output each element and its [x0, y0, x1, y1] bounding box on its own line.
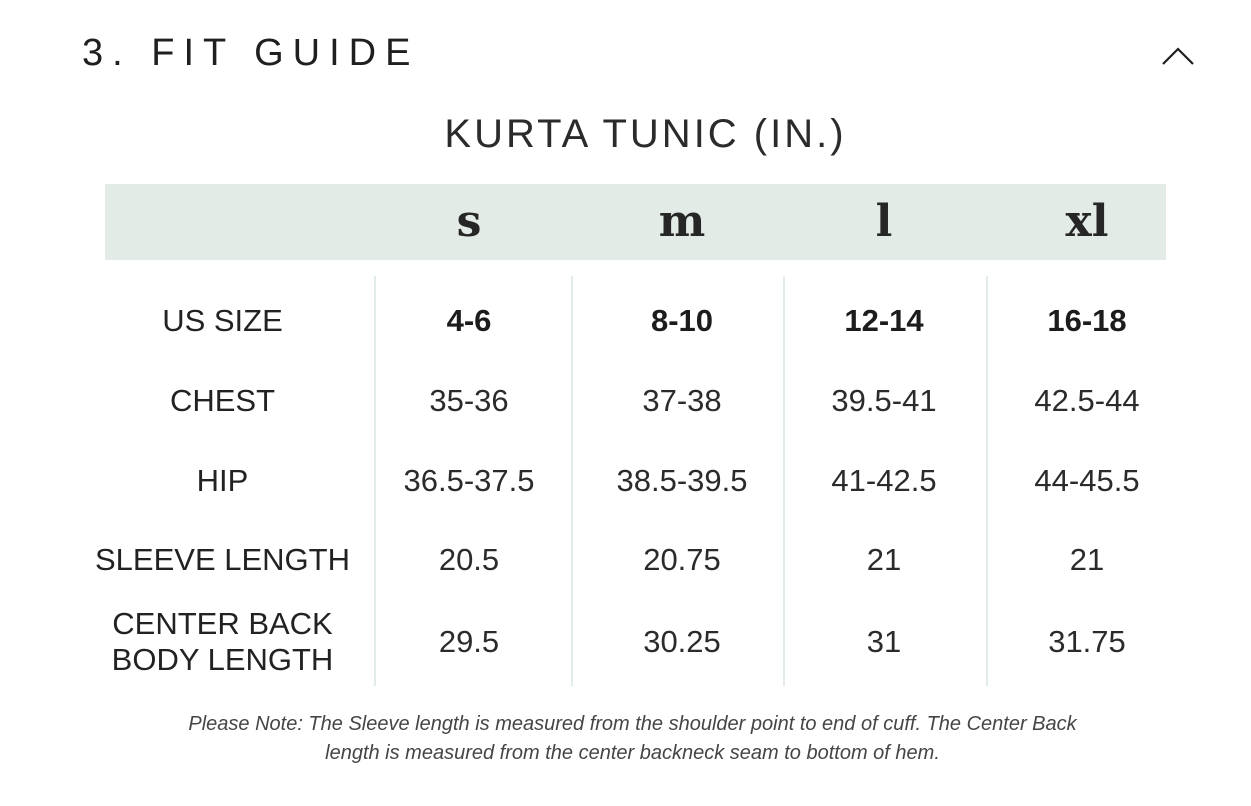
table-cell: 39.5-41	[831, 383, 937, 418]
table-cell: 8-10	[650, 303, 714, 338]
column-divider	[571, 276, 573, 686]
row-label-hip: HIP	[196, 463, 249, 498]
row-label-us-size: US SIZE	[162, 303, 283, 338]
collapse-button[interactable]	[1156, 36, 1200, 76]
table-cell: 4-6	[446, 303, 492, 338]
row-label-chest: CHEST	[169, 383, 276, 418]
table-cell: 37-38	[642, 383, 722, 418]
table-cell: 16-18	[1047, 303, 1127, 338]
table-cell: 21	[866, 542, 902, 577]
size-header-s: s	[456, 196, 482, 247]
table-cell: 12-14	[844, 303, 924, 338]
table-cell: 20.75	[643, 542, 721, 577]
table-cell: 31.75	[1048, 624, 1126, 659]
fit-guide-accordion-header[interactable]	[0, 0, 1251, 110]
table-cell: 21	[1069, 542, 1105, 577]
measurement-note	[110, 710, 1155, 768]
section-title: 3. FIT GUIDE	[82, 32, 420, 74]
table-cell: 41-42.5	[831, 463, 937, 498]
size-header-xl: xl	[1065, 196, 1109, 247]
table-cell: 36.5-37.5	[403, 463, 535, 498]
size-header-l: l	[875, 196, 893, 247]
chart-title: KURTA TUNIC (IN.)	[444, 112, 847, 156]
table-cell: 44-45.5	[1034, 463, 1140, 498]
table-cell: 31	[866, 624, 902, 659]
table-cell: 38.5-39.5	[616, 463, 748, 498]
row-label-center-back-line1: CENTER BACK	[112, 606, 333, 641]
table-cell: 42.5-44	[1034, 383, 1140, 418]
row-label-center-back-line2: BODY LENGTH	[111, 642, 334, 677]
row-label-sleeve-length: SLEEVE LENGTH	[95, 542, 350, 577]
table-cell: 30.25	[643, 624, 721, 659]
note-line-2: length is measured from the center backneck seam to bottom of hem.	[325, 742, 940, 764]
table-cell: 35-36	[429, 383, 509, 418]
size-header-m: m	[658, 196, 706, 247]
table-cell: 20.5	[438, 542, 500, 577]
note-line-1: Please Note: The Sleeve length is measured from the shoulder point to end of cuff. The Center Back	[188, 713, 1077, 735]
table-cell: 29.5	[438, 624, 500, 659]
chevron-up-icon	[1161, 46, 1195, 66]
